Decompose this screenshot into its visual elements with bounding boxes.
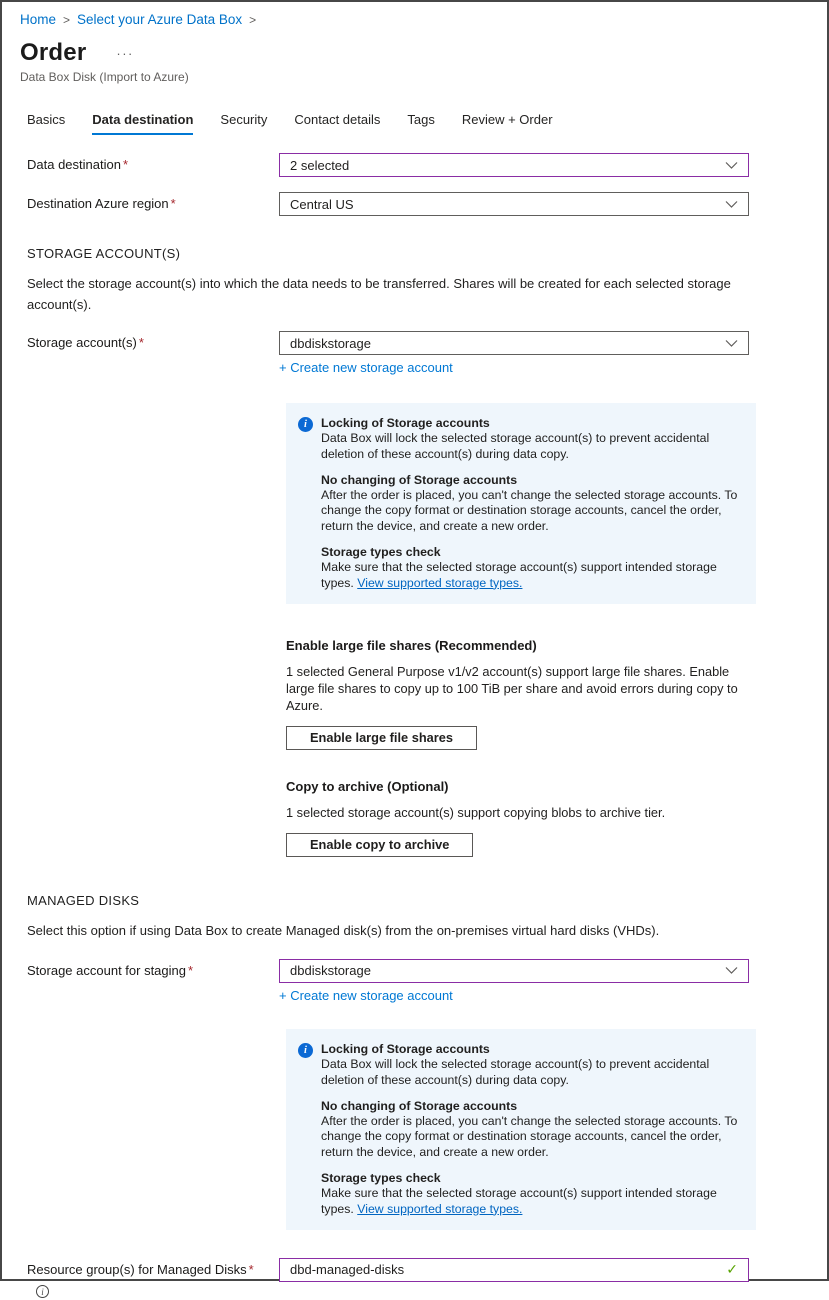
enable-copy-archive-button[interactable]: Enable copy to archive [286,833,473,857]
info-item-no-changing: No changing of Storage accounts After the order is placed, you can't change the selected storage accounts. To change the copy format or destination storage accounts, cancel the order, return the device, and create a new order. [321,472,738,533]
page-title: Order [20,39,87,66]
resource-group-row [27,1258,809,1300]
breadcrumb [20,10,809,30]
supported-storage-types-link[interactable]: View supported storage types. [357,1201,523,1216]
valid-checkmark-icon: ✓ [726,1261,738,1278]
order-page [2,2,827,1300]
storage-account-row [27,331,809,377]
storage-info-box [286,403,756,604]
large-file-shares-description: 1 selected General Purpose v1/v2 account(s) support large file shares. Enable large file shares to copy up to 100 TiB per share and avoid errors during copy to Azure. [286,663,738,713]
copy-archive-heading: Copy to archive (Optional) [286,778,449,794]
info-item-locking: Locking of Storage accounts Data Box will lock the selected storage account(s) to prevent accidental deletion of these account(s) during data copy. [321,416,710,461]
large-file-shares-heading: Enable large file shares (Recommended) [286,637,537,653]
large-file-shares-section [286,638,760,750]
data-destination-dropdown[interactable] [279,153,749,177]
enable-large-file-shares-button[interactable]: Enable large file shares [286,726,477,750]
create-staging-account-link[interactable]: + Create new storage account [279,987,453,1003]
staging-account-dropdown[interactable] [279,959,749,983]
region-row [27,192,809,216]
info-item-locking: Locking of Storage accounts Data Box will lock the selected storage account(s) to prevent accidental deletion of these account(s) during data copy. [321,1041,710,1087]
info-item-storage-types: Storage types check Make sure that the selected storage account(s) support intended storage types. View supported storage types. [321,1171,717,1216]
breadcrumb-link-home[interactable]: Home [20,12,57,27]
storage-account-value: dbdiskstorage [290,335,371,351]
copy-archive-section [286,779,760,857]
info-item-storage-types: Storage types check Make sure that the selected storage account(s) support intended storage types. View supported storage types. [321,545,717,590]
page-subtitle: Data Box Disk (Import to Azure) [20,70,189,84]
required-marker: * [248,1261,254,1277]
tab-review-order[interactable]: Review + Order [461,112,553,127]
copy-archive-description: 1 selected storage account(s) support copying blobs to archive tier. [286,804,666,820]
staging-account-row [27,959,809,1005]
storage-account-label: Storage account(s) * [27,335,144,350]
storage-accounts-heading: STORAGE ACCOUNT(S) [27,246,181,261]
data-destination-label: Data destination * [27,157,129,172]
managed-disks-heading: MANAGED DISKS [27,892,140,908]
chevron-down-icon [725,161,738,170]
staging-account-value: dbdiskstorage [290,963,371,979]
staging-info-box [286,1029,756,1230]
managed-disks-description: Select this option if using Data Box to create Managed disk(s) from the on-premises virtual hard disks (VHDs). [27,922,660,938]
storage-account-dropdown[interactable] [279,331,749,355]
required-marker: * [122,157,129,172]
more-options-icon[interactable]: ··· [116,45,134,61]
tab-tags[interactable]: Tags [407,112,435,127]
breadcrumb-link-select-data-box[interactable]: Select your Azure Data Box [77,12,243,27]
resource-group-input[interactable] [279,1258,749,1282]
info-item-no-changing: No changing of Storage accounts After the order is placed, you can't change the selected storage accounts. To change the copy format or destination storage accounts, cancel the order, return the device, and create a new order. [321,1098,738,1159]
chevron-down-icon [725,200,738,209]
tab-contact-details[interactable]: Contact details [294,112,381,127]
info-tooltip-icon[interactable]: i [36,1285,49,1298]
data-destination-value: 2 selected [290,157,350,173]
required-marker: * [138,335,144,350]
region-dropdown[interactable] [279,192,749,216]
form-area [27,153,809,1300]
required-marker: * [188,962,194,978]
info-icon: i [298,417,313,432]
required-marker: * [170,196,176,211]
tab-basics[interactable]: Basics [27,112,66,127]
chevron-down-icon [725,339,738,348]
region-value: Central US [290,196,354,212]
info-icon: i [298,1043,313,1058]
tab-security[interactable]: Security [220,112,268,127]
create-storage-account-link[interactable]: + Create new storage account [279,360,453,375]
region-label: Destination Azure region * [27,196,176,211]
staging-account-label: Storage account for staging * [27,962,194,978]
resource-group-value: dbd-managed-disks [290,1262,405,1278]
chevron-down-icon [725,966,738,975]
title-row [20,39,809,67]
breadcrumb-separator-icon: > [63,13,71,27]
resource-group-label: Resource group(s) for Managed Disks * [27,1261,254,1277]
tab-bar [27,112,809,135]
data-destination-row [27,153,809,177]
storage-accounts-description: Select the storage account(s) into which the data needs to be transferred. Shares will be created for each selected storage account(s). [27,276,731,312]
breadcrumb-separator-icon: > [249,13,257,27]
tab-data-destination[interactable]: Data destination [92,112,193,135]
supported-storage-types-link[interactable]: View supported storage types. [357,575,523,590]
